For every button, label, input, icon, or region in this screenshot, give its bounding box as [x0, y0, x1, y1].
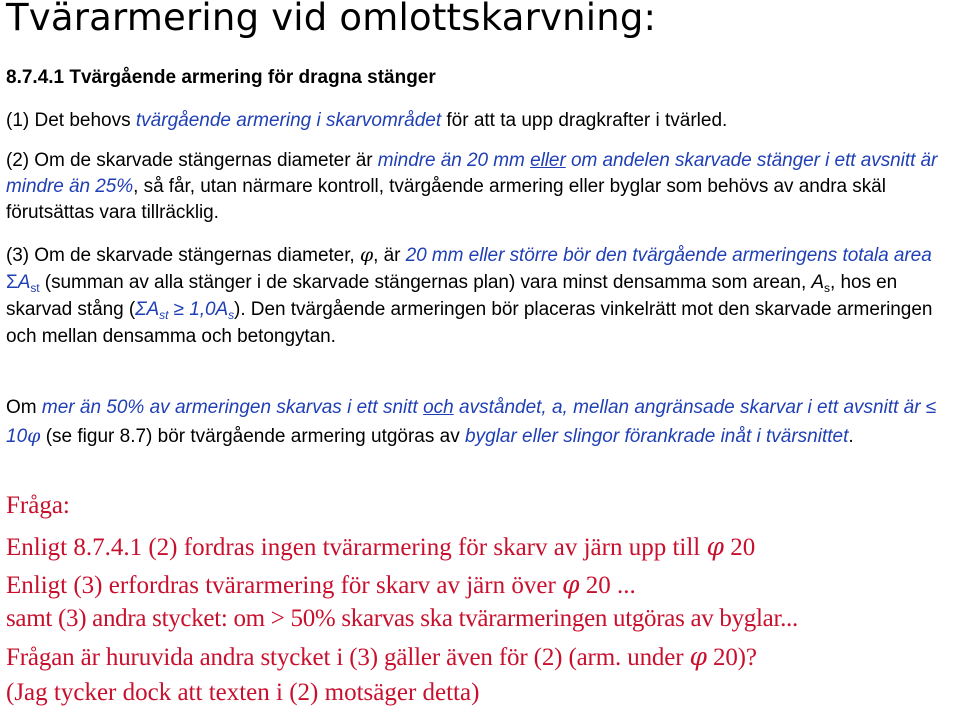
- p2-text-b: mindre än 20 mm: [377, 150, 531, 171]
- paragraph-4: [6, 394, 951, 451]
- q4-text-a: Frågan är huruvida andra stycket i (3) gäller även för (2) (arm. under: [6, 644, 690, 671]
- p3-sub-st-2: st: [159, 308, 169, 322]
- p3-text-e: (summan av alla stänger i de skarvade stängernas plan) vara minst densamma som arean,: [39, 272, 812, 293]
- p3-text-b: , är: [373, 245, 406, 266]
- p2-text-d: om andelen skarvade stänger i ett avsnitt är mindre än 25%: [6, 150, 938, 197]
- q2-phi: φ: [562, 570, 580, 599]
- question-line-3: samt (3) andra stycket: om > 50% skarvas ska tvärarmeringen utgöras av byglar...: [6, 605, 798, 632]
- p2-text-e: , så får, utan närmare kontroll, tvärgående armering eller byglar som behövs av andra skäl förutsättas vara tillräcklig.: [6, 176, 886, 223]
- q2-text-b: 20 ...: [579, 572, 636, 599]
- p3-sigma: Σ: [6, 272, 18, 293]
- p4-text-f: (se figur 8.7) bör tvärgående armering utgöras av: [40, 426, 466, 447]
- q2-text-a: Enligt (3) erfordras tvärarmering för skarv av järn över: [6, 572, 563, 599]
- p4-text-a: Om: [6, 397, 42, 418]
- question-line-4: [6, 642, 757, 672]
- p2-text-c: eller: [530, 150, 566, 171]
- p3-text-c: 20 mm eller större bör den tvärgående armeringens totala area: [405, 245, 932, 266]
- p4-text-b: mer än 50% av armeringen skarvas i ett snitt: [41, 397, 424, 418]
- q1-text-b: 20: [724, 534, 756, 561]
- question-line-5: (Jag tycker dock att texten i (2) motsäger detta): [6, 679, 480, 706]
- p2-text-a: (2) Om de skarvade stängernas diameter är: [6, 150, 378, 171]
- section-heading: 8.7.4.1 Tvärgående armering för dragna stänger: [6, 67, 436, 88]
- p3-text-h: ΣA: [135, 299, 160, 320]
- p3-sub-s: s: [824, 281, 830, 295]
- question-line-2: [6, 570, 636, 600]
- question-line-1: [6, 532, 755, 562]
- q1-phi: φ: [706, 532, 725, 561]
- paragraph-1: [6, 108, 960, 134]
- q1-text-a: Enligt 8.7.4.1 (2) fordras ingen tvärarmering för skarv av järn upp till: [6, 534, 707, 561]
- question-heading: Fråga:: [6, 492, 70, 519]
- p1-text-c: för att ta upp dragkrafter i tvärled.: [441, 110, 728, 131]
- p1-text-b: tvärgående armering i skarvområdet: [135, 110, 442, 131]
- phi-symbol: φ: [359, 244, 374, 266]
- p3-text-i: ≥ 1,0A: [168, 299, 229, 320]
- p4-text-g: byglar eller slingor förankrade inåt i tvärsnittet: [465, 426, 849, 447]
- paragraph-3: [6, 242, 960, 350]
- p4-text-e: ≤ 10: [6, 397, 937, 447]
- p4-text-c: och: [423, 397, 454, 418]
- p3-sub-st: st: [30, 281, 40, 295]
- q4-phi: φ: [689, 642, 707, 671]
- p4-text-h: .: [848, 426, 854, 447]
- p4-text-d: avståndet, a, mellan angränsade skarvar i ett avsnitt är: [453, 397, 926, 418]
- p3-sub-s-2: s: [228, 308, 235, 322]
- p3-text-a: (3) Om de skarvade stängernas diameter,: [6, 245, 360, 266]
- p4-phi: φ: [27, 425, 41, 447]
- p3-text-d: A: [17, 272, 31, 293]
- q4-text-b: 20)?: [706, 644, 757, 671]
- p3-text-f: A: [811, 272, 825, 293]
- paragraph-2: [6, 148, 954, 226]
- p1-text-a: (1) Det behovs: [6, 110, 136, 131]
- p3-text-j: ). Den tvärgående armeringen bör placeras vinkelrätt mot den skarvade armeringen och mellan densamma och betongytan.: [6, 299, 933, 347]
- p3-text-g: , hos en skarvad stång (: [6, 272, 898, 320]
- slide-title: Tvärarmering vid omlottskarvning:: [6, 0, 657, 39]
